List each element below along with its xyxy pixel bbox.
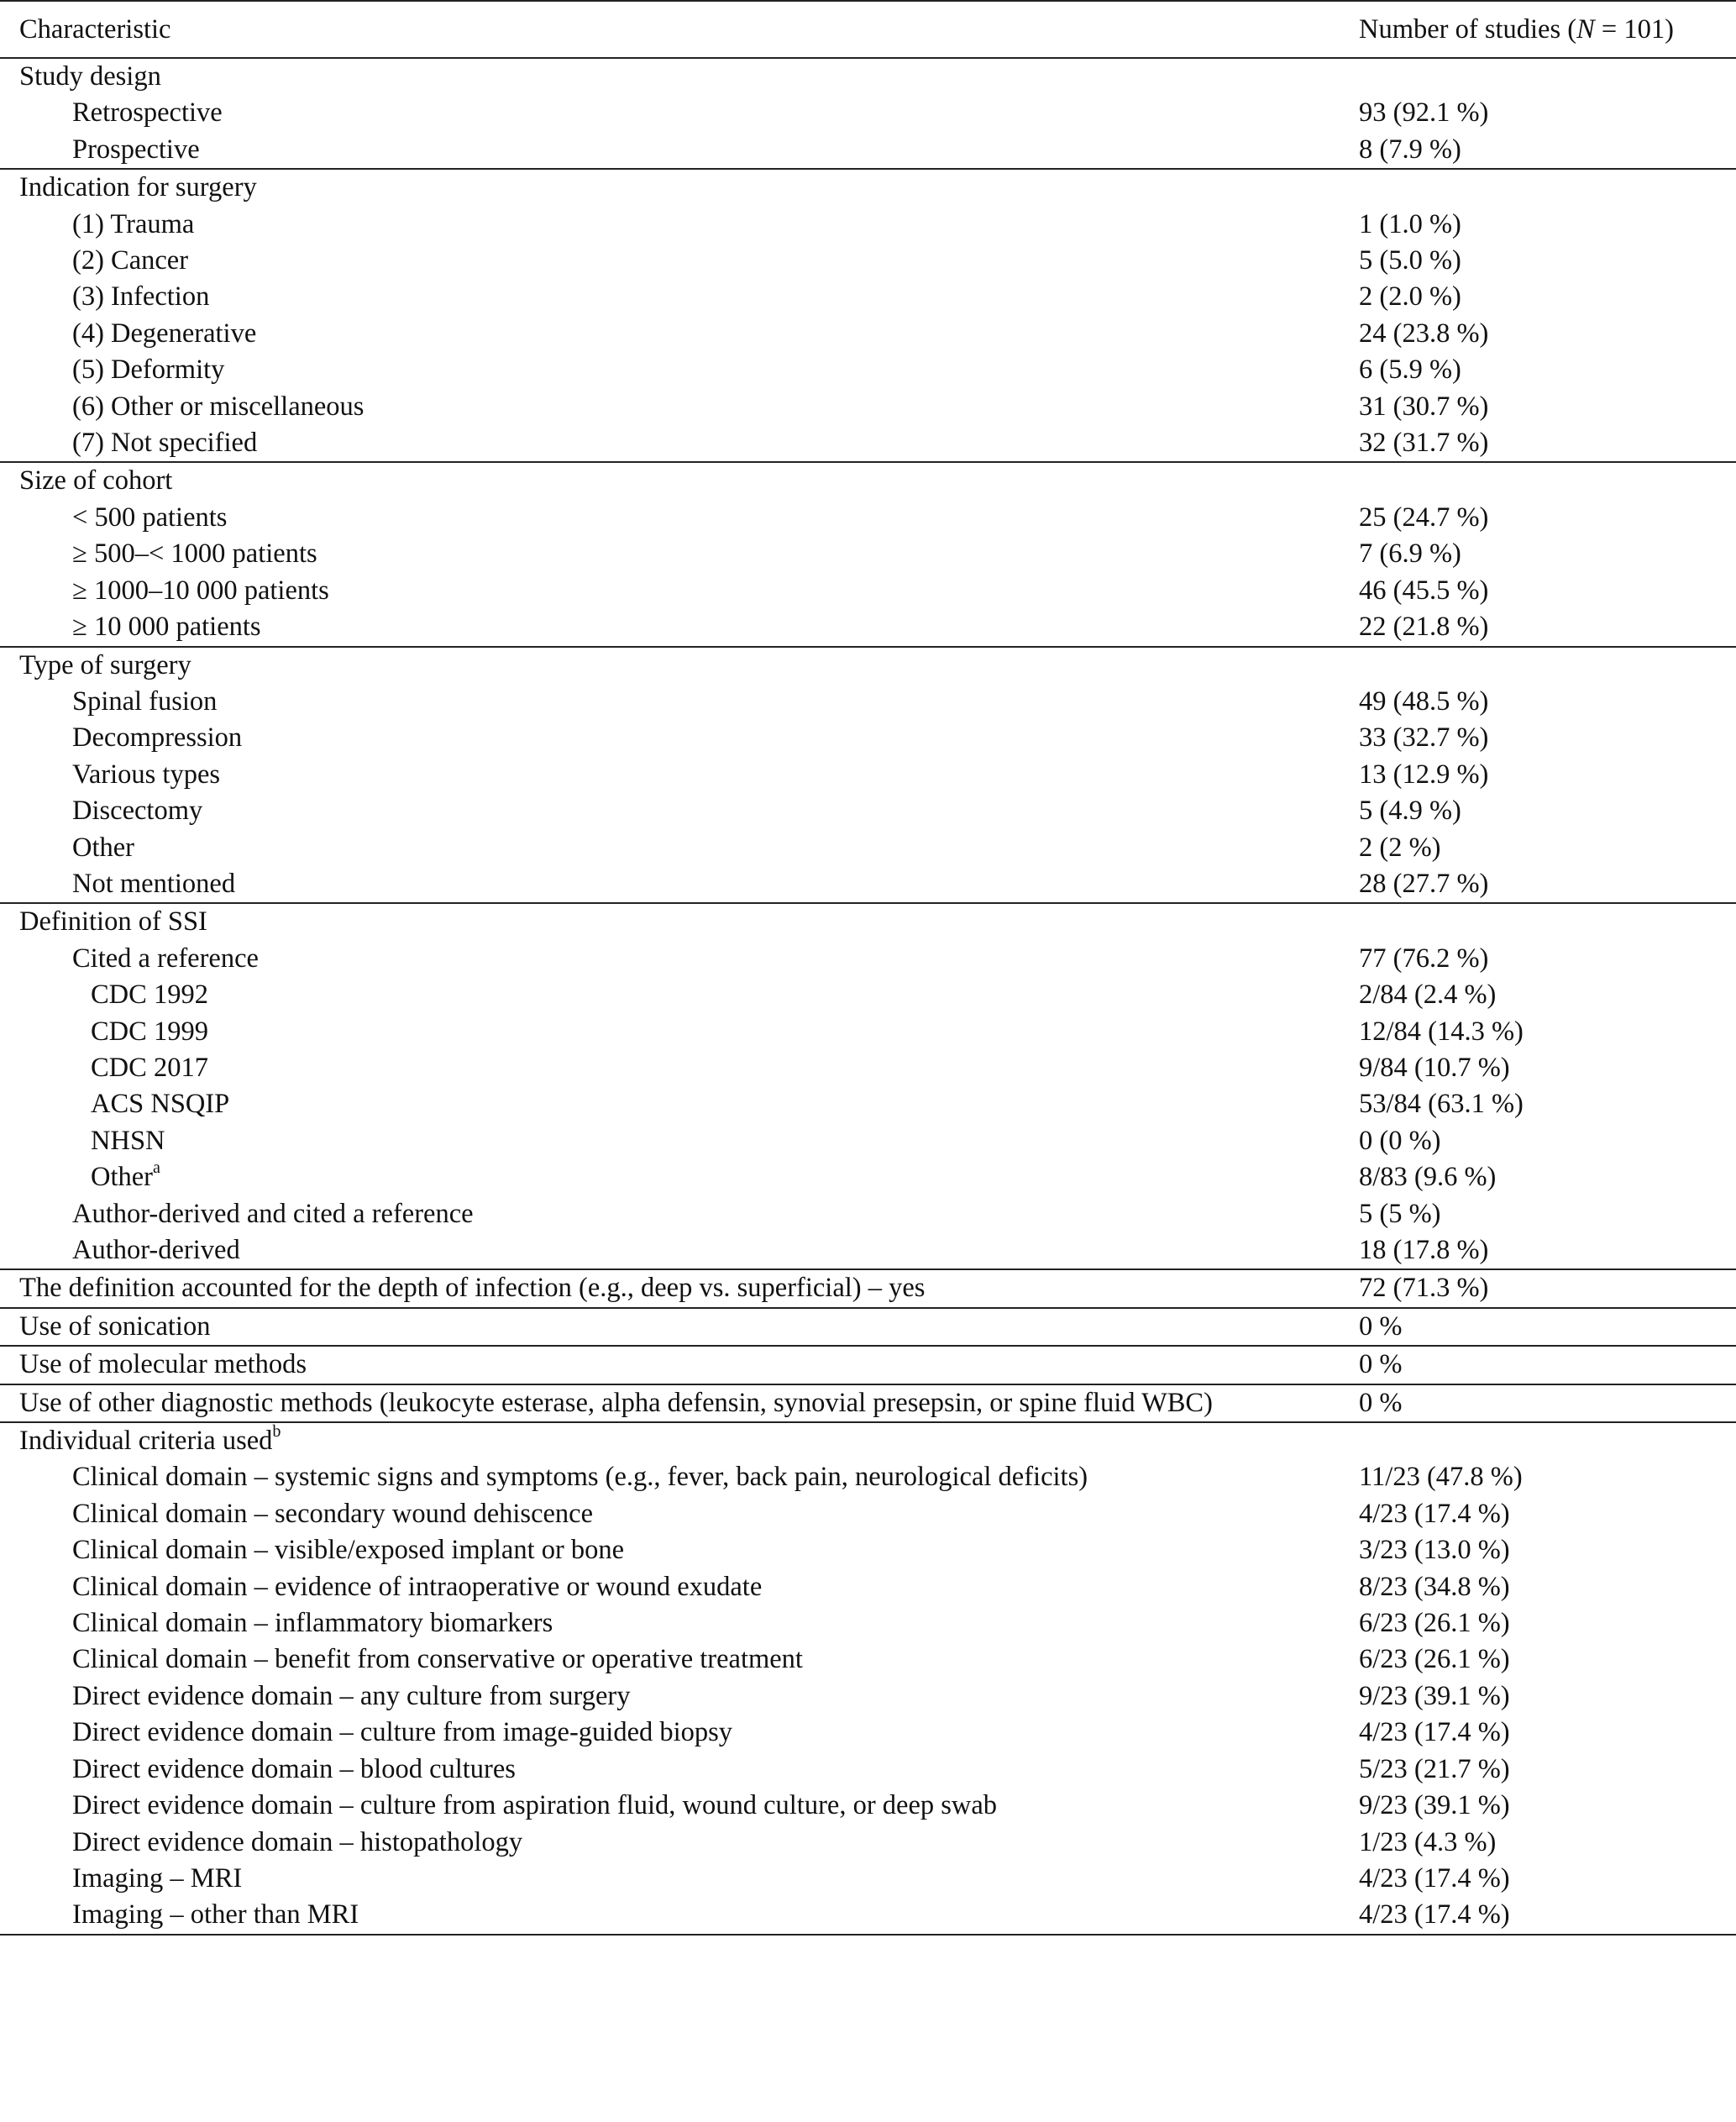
row-label: Author-derived and cited a reference — [72, 1198, 474, 1229]
row-label: Author-derived — [0, 1232, 1359, 1269]
row-value: 12/84 (14.3 %) — [1359, 1016, 1524, 1047]
row-value: 0 (0 %) — [1359, 1125, 1441, 1156]
section-title: Definition of SSI — [19, 906, 207, 938]
row-label: CDC 2017 — [91, 1052, 208, 1083]
table-row — [0, 1159, 1736, 1195]
row-label: (1) Trauma — [72, 208, 195, 239]
row-label: Retrospective — [72, 97, 223, 129]
section-title-row — [0, 462, 1736, 499]
header-count-variable: N — [1576, 14, 1595, 45]
table-row — [0, 757, 1736, 793]
table-row — [0, 1715, 1736, 1751]
section-indication — [0, 169, 1736, 462]
section-title: Type of surgery — [19, 649, 191, 680]
row-value: 93 (92.1 %) — [1359, 97, 1489, 129]
section-title-row — [0, 1422, 1736, 1459]
row-label: Imaging – other than MRI — [0, 1897, 1359, 1934]
table-row — [0, 609, 1736, 646]
row-value: 0 % — [1359, 1384, 1736, 1422]
table-row — [0, 1014, 1736, 1050]
row-value: 3/23 (13.0 %) — [1359, 1535, 1510, 1566]
row-value: 49 (48.5 %) — [1359, 685, 1489, 717]
table-row — [0, 1050, 1736, 1086]
row-value: 8/83 (9.6 %) — [1359, 1162, 1497, 1193]
table-row — [0, 279, 1736, 315]
section-depth — [0, 1269, 1736, 1307]
row-value: 2 (2.0 %) — [1359, 281, 1461, 313]
row-value: 11/23 (47.8 %) — [1359, 1462, 1523, 1493]
row-label: (5) Deformity — [72, 355, 225, 386]
row-value: 77 (76.2 %) — [1359, 943, 1489, 974]
table-row — [0, 1678, 1736, 1715]
table-row — [0, 866, 1736, 903]
table-row — [0, 793, 1736, 829]
section-title: Study design — [19, 61, 161, 92]
row-value: 32 (31.7 %) — [1359, 425, 1736, 462]
row-value: 4/23 (17.4 %) — [1359, 1862, 1510, 1894]
table-row — [0, 132, 1736, 169]
row-label: Discectomy — [72, 796, 203, 827]
table-row — [0, 830, 1736, 866]
footnote-marker-b: b — [272, 1422, 281, 1442]
row-label: Clinical domain – benefit from conservative or operative treatment — [72, 1644, 803, 1675]
row-value: 18 (17.8 %) — [1359, 1232, 1736, 1269]
row-value: 4/23 (17.4 %) — [1359, 1897, 1736, 1934]
row-value: 7 (6.9 %) — [1359, 538, 1461, 570]
section-surgery-type — [0, 647, 1736, 904]
table-row — [0, 1123, 1736, 1159]
table-row — [0, 352, 1736, 388]
table-row — [0, 243, 1736, 279]
table-row — [0, 95, 1736, 131]
row-value: 9/23 (39.1 %) — [1359, 1680, 1510, 1711]
row-label: Direct evidence domain – culture from aspiration fluid, wound culture, or deep swab — [72, 1790, 998, 1821]
section-title: Size of cohort — [19, 465, 173, 496]
row-label: The definition accounted for the depth of infection (e.g., deep vs. superficial) – yes — [0, 1269, 1359, 1307]
section-title-row — [0, 647, 1736, 684]
section-title-row — [0, 903, 1736, 940]
row-label: CDC 1999 — [91, 1016, 208, 1047]
row-value: 8 (7.9 %) — [1359, 132, 1736, 169]
row-value: 1/23 (4.3 %) — [1359, 1826, 1497, 1857]
row-value: 9/23 (39.1 %) — [1359, 1790, 1510, 1821]
table-row — [0, 1346, 1736, 1384]
section-other-diagnostic — [0, 1384, 1736, 1422]
header-count-suffix: = 101) — [1594, 14, 1674, 45]
row-value: 4/23 (17.4 %) — [1359, 1717, 1510, 1748]
row-value: 5 (4.9 %) — [1359, 796, 1461, 827]
table-row — [0, 500, 1736, 536]
row-label: Various types — [72, 759, 221, 790]
section-title-with-footnote — [0, 1422, 1359, 1459]
table-row — [0, 425, 1736, 462]
row-label: Direct evidence domain – culture from image-guided biopsy — [72, 1717, 733, 1748]
row-label: (2) Cancer — [72, 245, 189, 276]
table-row — [0, 1459, 1736, 1495]
row-label: ≥ 500–< 1000 patients — [72, 538, 317, 570]
section-title-row — [0, 58, 1736, 95]
row-value: 9/84 (10.7 %) — [1359, 1052, 1510, 1083]
row-label: Use of sonication — [0, 1308, 1359, 1346]
table-row — [0, 207, 1736, 243]
row-value: 1 (1.0 %) — [1359, 208, 1461, 239]
row-value: 6/23 (26.1 %) — [1359, 1608, 1510, 1639]
table-row — [0, 1897, 1736, 1934]
table-row — [0, 389, 1736, 425]
row-label: (7) Not specified — [0, 425, 1359, 462]
header-row — [0, 1, 1736, 58]
section-study-design — [0, 58, 1736, 169]
section-ssi-definition — [0, 903, 1736, 1269]
row-value: 2/84 (2.4 %) — [1359, 980, 1497, 1011]
row-label: Clinical domain – evidence of intraoperative or wound exudate — [72, 1571, 763, 1602]
row-value: 5 (5.0 %) — [1359, 245, 1461, 276]
table-row — [0, 536, 1736, 572]
row-value: 6/23 (26.1 %) — [1359, 1644, 1510, 1675]
row-label: Clinical domain – visible/exposed implant or bone — [72, 1535, 625, 1566]
row-label: Direct evidence domain – any culture from surgery — [72, 1680, 631, 1711]
row-value: 33 (32.7 %) — [1359, 722, 1489, 754]
table-row — [0, 720, 1736, 756]
section-criteria — [0, 1422, 1736, 1935]
table-row — [0, 1269, 1736, 1307]
table-row — [0, 1196, 1736, 1232]
table-row — [0, 1825, 1736, 1861]
table-row — [0, 1496, 1736, 1532]
section-sonication — [0, 1308, 1736, 1346]
row-label: (3) Infection — [72, 281, 210, 313]
footnote-marker-a: a — [153, 1158, 160, 1178]
row-label: (6) Other or miscellaneous — [72, 391, 365, 422]
table-header — [0, 1, 1736, 58]
row-label: Clinical domain – systemic signs and symptoms (e.g., fever, back pain, neurological deficits) — [72, 1462, 1088, 1493]
row-label: Other — [72, 832, 134, 863]
table-row — [0, 1641, 1736, 1678]
table-row — [0, 316, 1736, 352]
row-value: 31 (30.7 %) — [1359, 391, 1489, 422]
row-label: ACS NSQIP — [91, 1089, 230, 1120]
row-label: (4) Degenerative — [72, 318, 257, 349]
table-row — [0, 684, 1736, 720]
row-value: 25 (24.7 %) — [1359, 502, 1489, 533]
row-label: Use of molecular methods — [0, 1346, 1359, 1384]
row-value: 28 (27.7 %) — [1359, 866, 1736, 903]
row-label: Direct evidence domain – histopathology — [72, 1826, 523, 1857]
row-label: Clinical domain – inflammatory biomarkers — [72, 1608, 553, 1639]
section-cohort-size — [0, 462, 1736, 646]
row-label: Direct evidence domain – blood cultures — [72, 1753, 516, 1784]
row-label: CDC 1992 — [91, 980, 208, 1011]
row-label: Prospective — [0, 132, 1359, 169]
row-label: < 500 patients — [72, 502, 228, 533]
row-value: 13 (12.9 %) — [1359, 759, 1489, 790]
table-row — [0, 977, 1736, 1013]
table-row — [0, 573, 1736, 609]
row-value: 72 (71.3 %) — [1359, 1269, 1736, 1307]
table-row — [0, 1861, 1736, 1897]
section-title: Individual criteria used — [19, 1426, 273, 1457]
row-label: Cited a reference — [72, 943, 259, 974]
header-count-prefix: Number of studies ( — [1359, 14, 1577, 45]
table-row — [0, 1605, 1736, 1641]
header-characteristic: Characteristic — [0, 1, 1359, 58]
table-row — [0, 1308, 1736, 1346]
section-molecular — [0, 1346, 1736, 1384]
row-label: ≥ 10 000 patients — [0, 609, 1359, 646]
table-row — [0, 1569, 1736, 1605]
table-row — [0, 1384, 1736, 1422]
row-value: 0 % — [1359, 1346, 1736, 1384]
row-value: 53/84 (63.1 %) — [1359, 1089, 1524, 1120]
row-value: 2 (2 %) — [1359, 832, 1441, 863]
row-value: 5/23 (21.7 %) — [1359, 1753, 1510, 1784]
row-label: Other — [91, 1162, 153, 1193]
table-row — [0, 941, 1736, 977]
row-value: 8/23 (34.8 %) — [1359, 1571, 1510, 1602]
table-row — [0, 1788, 1736, 1824]
row-label: Decompression — [72, 722, 243, 754]
row-label-with-footnote — [0, 1159, 1359, 1195]
row-label: ≥ 1000–10 000 patients — [72, 575, 329, 606]
row-value: 4/23 (17.4 %) — [1359, 1498, 1510, 1529]
row-label: Not mentioned — [0, 866, 1359, 903]
row-value: 46 (45.5 %) — [1359, 575, 1489, 606]
row-label: Imaging – MRI — [72, 1862, 243, 1894]
row-label: Clinical domain – secondary wound dehiscence — [72, 1498, 594, 1529]
row-value: 0 % — [1359, 1308, 1736, 1346]
row-label: Spinal fusion — [72, 685, 218, 717]
table-row — [0, 1532, 1736, 1568]
table-row — [0, 1232, 1736, 1269]
row-label: Use of other diagnostic methods (leukocyte esterase, alpha defensin, synovial presepsin, or spine fluid WBC) — [0, 1384, 1359, 1422]
header-number-of-studies — [1359, 1, 1736, 58]
row-label: NHSN — [91, 1125, 165, 1156]
section-title: Indication for surgery — [19, 172, 257, 203]
section-title-row — [0, 169, 1736, 206]
row-value: 6 (5.9 %) — [1359, 355, 1461, 386]
row-value: 22 (21.8 %) — [1359, 609, 1736, 646]
row-value: 24 (23.8 %) — [1359, 318, 1489, 349]
row-value: 5 (5 %) — [1359, 1198, 1441, 1229]
table-row — [0, 1752, 1736, 1788]
table-row — [0, 1086, 1736, 1122]
